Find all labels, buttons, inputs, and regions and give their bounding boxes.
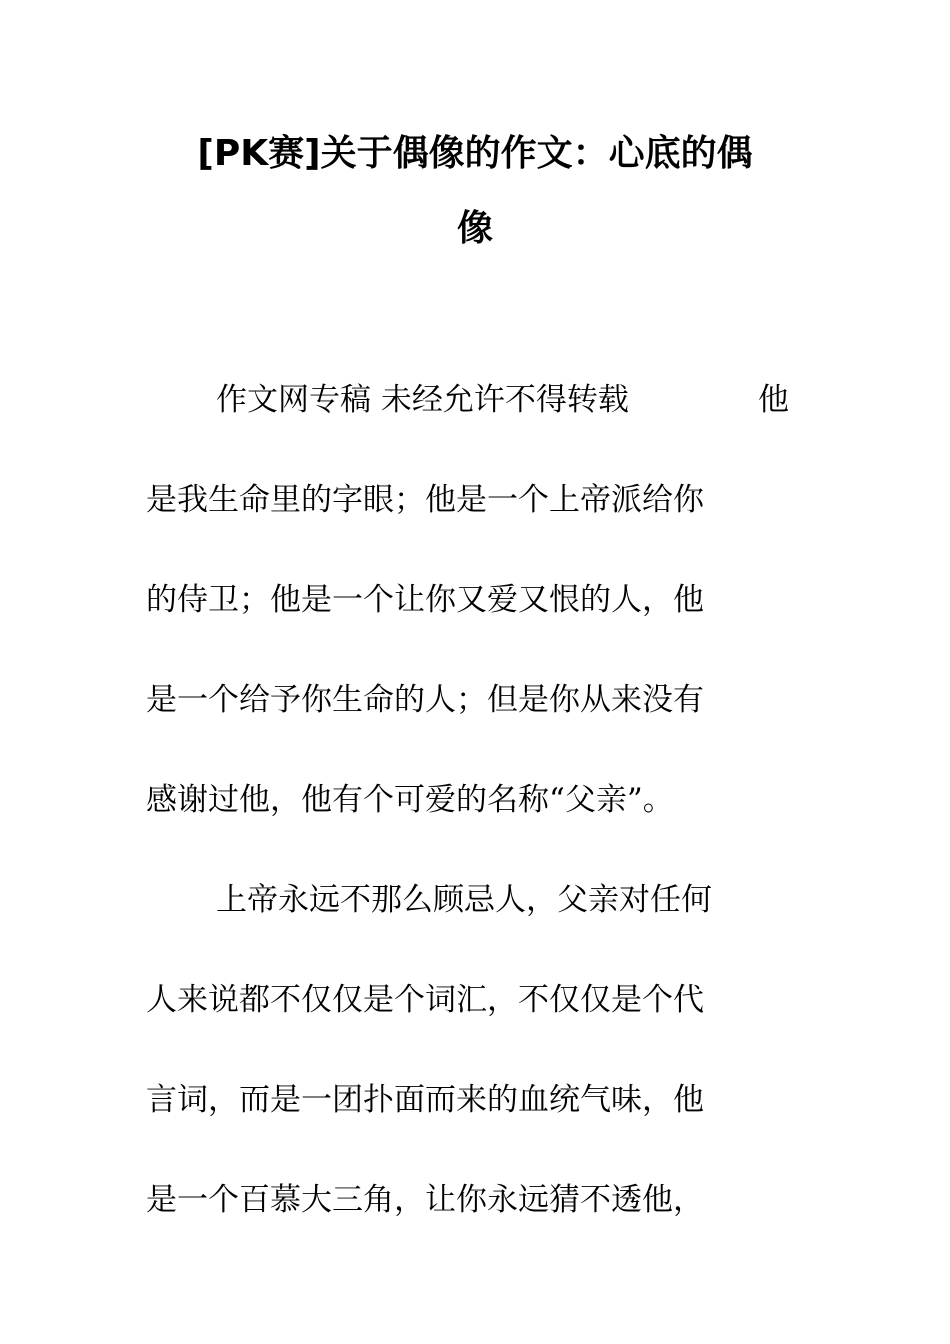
- paragraph-line: 的侍卫；他是一个让你又爱又恨的人，他: [146, 582, 704, 618]
- paragraph-line: 他: [758, 382, 789, 418]
- paragraph-line: 人来说都不仅仅是个词汇，不仅仅是个代: [146, 982, 704, 1018]
- paragraph-line: 是我生命里的字眼；他是一个上帝派给你: [146, 482, 704, 518]
- paragraph-line: 言词，而是一团扑面而来的血统气味，他: [146, 1082, 704, 1118]
- article-title-line-2: 像: [456, 208, 493, 249]
- article-title-line-1: [PK赛]关于偶像的作文：心底的偶: [197, 133, 753, 174]
- paragraph-line: 感谢过他，他有个可爱的名称“父亲”。: [146, 782, 674, 818]
- paragraph-line: 是一个给予你生命的人；但是你从来没有: [146, 682, 704, 718]
- paragraph-line: 上帝永远不那么顾忌人，父亲对任何: [216, 882, 712, 918]
- paragraph-line: 是一个百慕大三角，让你永远猜不透他，: [146, 1182, 704, 1218]
- paragraph-line: 作文网专稿 未经允许不得转载: [216, 382, 629, 418]
